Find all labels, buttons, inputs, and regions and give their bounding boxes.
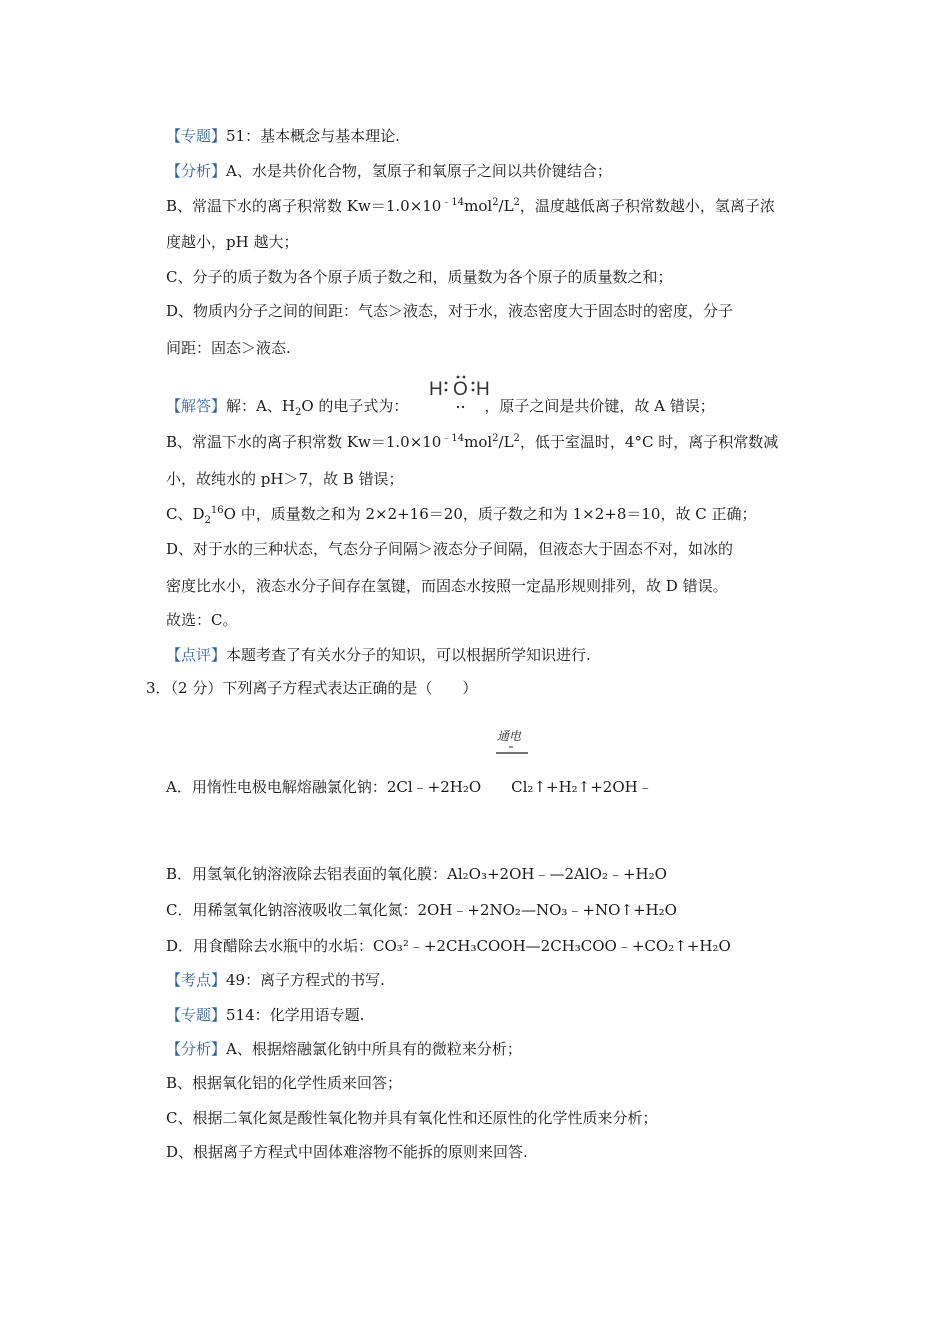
analysis-tag: 【分析】 [166,162,227,180]
analysis-a: A、水是共价化合物，氢原子和氧原子之间以共价键结合； [226,162,612,180]
answer-b1-unit2: /L [498,433,514,451]
answer-b1-tail: ，低于室温时，4°C 时，离子积常数减 [519,433,779,451]
answer-line-b1 [166,432,778,452]
q3-topic-tag: 【专题】 [166,1006,227,1024]
q3-analysis-line-d: D、根据离子方程式中固体难溶物不能拆的原则来回答. [166,1143,528,1161]
analysis-b1-unit2: /L [498,197,514,215]
hoh-h2: H [476,379,490,400]
comment-line [166,645,591,665]
option-a: A．用惰性电极电解熔融氯化钠：2Cl﹣+2H₂O Cl₂↑+H₂↑+2OH﹣ [166,778,653,796]
keypoint-text: 49：离子方程式的书写. [226,971,385,989]
q3-analysis-line-a [166,1039,522,1059]
answer-line-d2: 密度比水小，液态水分子间存在氢键，而固态水按照一定晶形规则排列，故 D 错误。 [166,577,728,595]
q3-analysis-line-b: B、根据氧化铝的化学性质来回答； [166,1074,403,1092]
analysis-b1-exp2: 2 [492,197,499,208]
answer-choice: 故选：C。 [166,611,238,629]
topic-line [166,126,400,146]
q3-analysis-line-c: C、根据二氧化氮是酸性氧化物并具有氧化性和还原性的化学性质来分析； [166,1109,658,1127]
answer-line-a [166,396,715,416]
topic-text: 51：基本概念与基本理论. [226,127,400,145]
comment-tag: 【点评】 [166,646,227,664]
option-d: D．用食醋除去水瓶中的水垢：CO₃²﹣+2CH₃COOH—2CH₃COO﹣+CO₂↑+H₂O [166,937,731,955]
answer-a-post: ，原子之间是共价键，故 A 错误； [484,397,715,415]
answer-b1-exp3: 2 [513,433,520,444]
answer-line-d1: D、对于水的三种状态，气态分子间隔＞液态分子间隔，但液态大于固态不对，如冰的 [166,540,734,558]
question-number: 3． [146,679,171,697]
answer-c-post: O 中，质量数之和为 2×2+16＝20，质子数之和为 1×2+8＝10，故 C 正确； [223,505,757,523]
answer-b1-pre: B、常温下水的离子积常数 Kw＝1.0×10 [166,433,442,451]
answer-a-pre: 解：A、H [226,397,295,415]
question-stem: （2 分）下列离子方程式表达正确的是（ ） [170,679,478,697]
analysis-line-a [166,161,612,181]
question-3-stem [146,678,477,698]
analysis-line-b1 [166,196,775,216]
q3-topic-text: 514：化学用语专题. [226,1006,365,1024]
q3-topic-line [166,1005,364,1025]
option-b: B．用氢氧化钠溶液除去铝表面的氧化膜：Al₂O₃+2OH﹣—2AlO₂﹣+H₂O [166,865,667,883]
analysis-b1-pre: B、常温下水的离子积常数 Kw＝1.0×10 [166,197,442,215]
electrolysis-condition [495,724,529,756]
analysis-line-c: C、分子的质子数为各个原子质子数之和，质量数为各个原子的质量数之和； [166,268,673,286]
answer-c-sup: 16 [210,505,224,516]
analysis-b1-exp: ﹣14 [441,197,465,208]
option-c: C．用稀氢氧化钠溶液吸收二氧化氮：2OH﹣+2NO₂—NO₃﹣+NO↑+H₂O [166,901,677,919]
answer-line-c [166,504,757,524]
answer-b1-exp2: 2 [492,433,499,444]
answer-a-mid: O 的电子式为： [301,397,409,415]
condition-text: 通电 [497,729,522,743]
comment-text: 本题考查了有关水分子的知识，可以根据所学知识进行. [226,646,591,664]
answer-tag: 【解答】 [166,397,227,415]
answer-c-pre: C、D [166,505,205,523]
answer-line-b2: 小，故纯水的 pH＞7，故 B 错误； [166,470,404,488]
analysis-b1-tail: ，温度越低离子积常数越小，氢离子浓 [519,197,775,215]
q3-analysis-a: A、根据熔融氯化钠中所具有的微粒来分析； [226,1040,522,1058]
answer-a-sub: 2 [294,407,302,418]
answer-b1-unit: mol [464,433,493,451]
hoh-o: O [453,379,468,400]
analysis-b1-exp3: 2 [513,197,520,208]
analysis-line-d1: D、物质内分子之间的间距：气态＞液态，对于水，液态密度大于固态时的密度，分子 [166,302,734,320]
q3-analysis-tag: 【分析】 [166,1040,227,1058]
keypoint-tag: 【考点】 [166,971,227,989]
answer-c-sub: 2 [204,515,211,526]
answer-b1-exp: ﹣14 [441,433,465,444]
analysis-line-d2: 间距：固态＞液态. [166,339,291,357]
topic-tag: 【专题】 [166,127,227,145]
hoh-h1: H [429,379,443,400]
analysis-line-b2: 度越小，pH 越大； [166,233,299,251]
keypoint-line [166,970,385,990]
analysis-b1-unit: mol [464,197,493,215]
